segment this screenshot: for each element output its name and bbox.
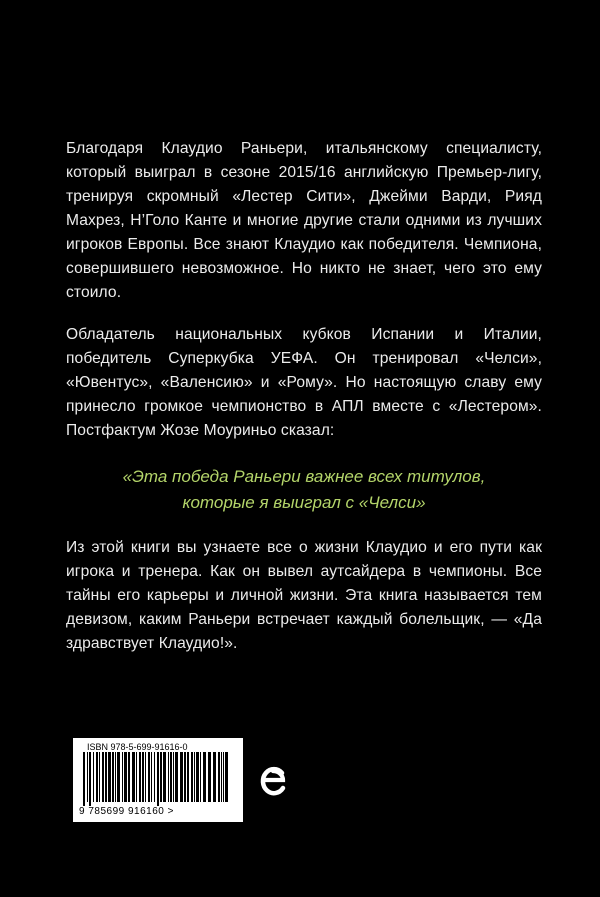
barcode-bar <box>102 752 104 802</box>
barcode-digits: 9 785699 916160 > <box>79 806 174 817</box>
barcode-bar <box>89 752 91 806</box>
barcode-bar <box>87 752 88 802</box>
isbn-barcode <box>73 738 243 822</box>
barcode-bar <box>208 752 211 802</box>
barcode-bar <box>170 752 172 802</box>
barcode-bar <box>221 752 222 802</box>
quote-line-2: которые я выиграл с «Челси» <box>182 493 426 512</box>
barcode-bar <box>180 752 183 802</box>
barcode-bar <box>187 752 189 802</box>
mourinho-quote <box>66 464 542 516</box>
barcode-bar <box>115 752 116 802</box>
barcode-bar <box>124 752 127 802</box>
barcode-bar <box>148 752 150 802</box>
barcode-bar <box>139 752 141 802</box>
paragraph-2-text: Обладатель национальных кубков Испании и Италии, победитель Суперкубка УЕФА. Он тренировал «Челси», «Ювентус», «Валенсию» и «Рому». Но настоящую славу ему принесло громкое чемпионство в АПЛ вместе с «Лестером». Постфактум Жозе Моуриньо сказал: <box>66 326 542 439</box>
barcode-bar <box>108 752 111 802</box>
barcode-bar <box>160 752 162 802</box>
description-paragraph-2 <box>66 323 542 443</box>
barcode-bar <box>191 752 193 802</box>
barcode-bar <box>194 752 195 802</box>
barcode-bar <box>112 752 114 802</box>
barcode-bar <box>93 752 94 802</box>
barcode-bar <box>225 752 228 802</box>
barcode-bar <box>151 752 152 802</box>
barcode-bar <box>203 752 206 802</box>
barcode-bar <box>154 752 155 802</box>
barcode-bar <box>196 752 199 802</box>
description-paragraph-3 <box>66 536 542 656</box>
barcode-bar <box>218 752 220 802</box>
barcode-bar <box>163 752 166 802</box>
barcode-bar <box>213 752 216 802</box>
barcode-bar <box>136 752 137 802</box>
barcode-bar <box>96 752 98 802</box>
barcode-bar <box>223 752 224 802</box>
barcode-bar <box>184 752 186 802</box>
barcode-bar <box>117 752 120 802</box>
barcode-bar <box>83 752 85 806</box>
barcode-bar <box>128 752 130 802</box>
quote-line-1: «Эта победа Раньери важнее всех титулов, <box>122 467 486 486</box>
isbn-label: ISBN 978-5-699-91616-0 <box>87 742 188 752</box>
barcode-bar <box>168 752 169 802</box>
barcode-bar <box>145 752 146 802</box>
barcode-bar <box>122 752 123 802</box>
barcode-bar <box>142 752 144 802</box>
barcode-bar <box>105 752 107 802</box>
barcode-bars <box>81 752 231 806</box>
publisher-e-logo-icon <box>257 760 289 800</box>
barcode-bar <box>175 752 178 802</box>
barcode-bar <box>200 752 201 802</box>
barcode-bar <box>99 752 100 802</box>
barcode-bar <box>132 752 135 802</box>
paragraph-1-text: Благодаря Клаудио Раньери, итальянскому специалисту, который выиграл в сезоне 2015/16 английскую Премьер-лигу, тренируя скромный «Лестер Сити», Джейми Варди, Рияд Махрез, Н’Голо Канте и многие другие стали одними из лучших игроков Европы. Все знают Клаудио как победителя. Чемпиона, совершившего невозможное. Но никто не знает, чего это ему стоило. <box>66 140 542 301</box>
barcode-bar <box>173 752 174 802</box>
barcode-bar <box>157 752 159 806</box>
paragraph-3-text: Из этой книги вы узнаете все о жизни Клаудио и его пути как игрока и тренера. Как он вывел аутсайдера в чемпионы. Все тайны его карьеры и личной жизни. Эта книга называется тем девизом, каким Раньери встречает каждый болельщик, — «Да здравствует Клаудио!». <box>66 539 542 652</box>
description-paragraph-1 <box>66 137 542 305</box>
